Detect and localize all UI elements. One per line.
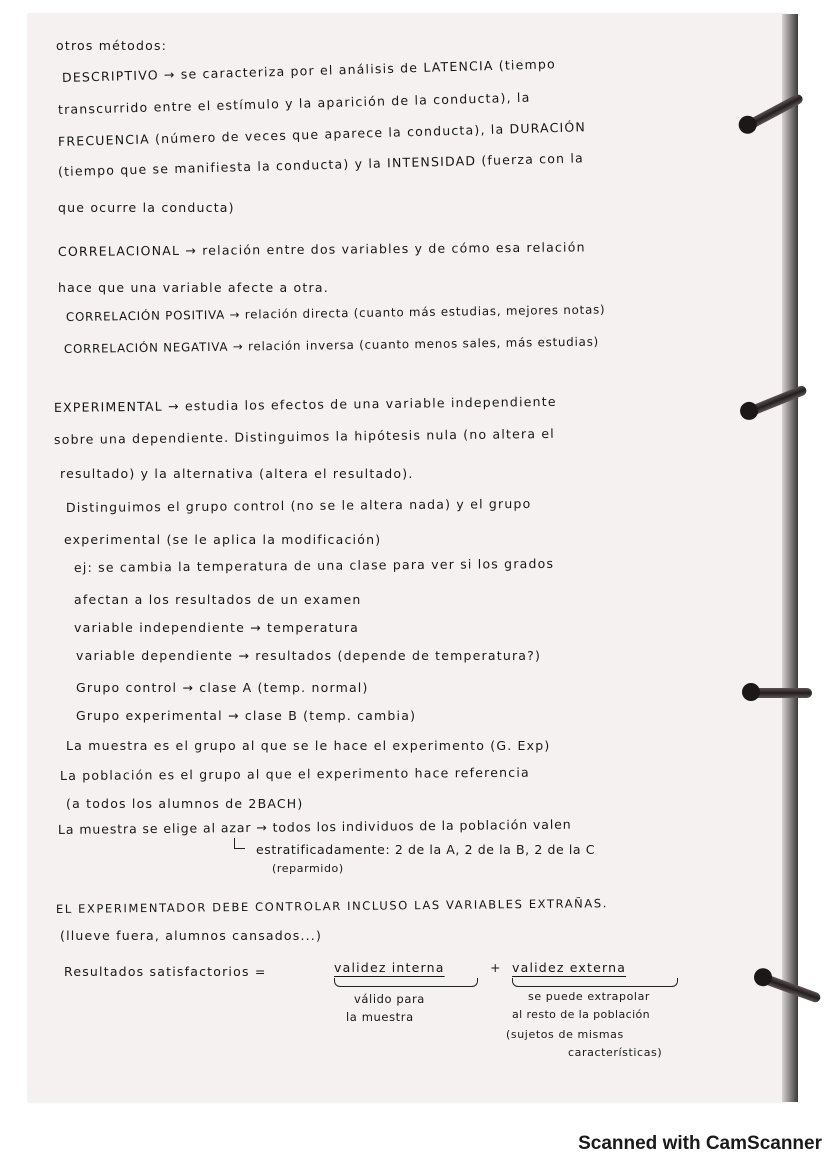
note-line-21: La muestra es el grupo al que se le hace el experimento (G. Exp) (66, 738, 551, 753)
external-note-3: (sujetos de mismas (506, 1028, 624, 1041)
note-line-10: EXPERIMENTAL → estudia los efectos de una variable independiente (53, 393, 557, 415)
note-line-3: FRECUENCIA (número de veces que aparece la conducta), la DURACIÓN (57, 119, 587, 149)
binder-ring-3 (748, 688, 812, 698)
internal-note-1: válido para (354, 992, 425, 1006)
note-line-25: estratificadamente: 2 de la A, 2 de la B, 2 de la C (256, 842, 596, 857)
note-line-5: que ocurre la conducta) (58, 200, 235, 215)
scanner-watermark: Scanned with CamScanner (578, 1133, 822, 1154)
note-line-1: DESCRIPTIVO → se caracteriza por el análisis de LATENCIA (tiempo (61, 56, 557, 85)
plus-sign: + (490, 960, 502, 975)
note-line-9: CORRELACIÓN NEGATIVA → relación inversa (cuanto menos sales, más estudias) (63, 334, 600, 356)
internal-brace (334, 978, 478, 987)
note-line-16: afectan a los resultados de un examen (74, 592, 362, 607)
results-lead: Resultados satisfactorios = (64, 964, 267, 979)
note-line-8: CORRELACIÓN POSITIVA → relación directa (cuanto más estudias, mejores notas) (65, 302, 606, 324)
internal-validity-label: validez interna (334, 960, 445, 975)
note-line-13: Distinguimos el grupo control (no se le altera nada) y el grupo (65, 495, 532, 515)
note-line-18: variable dependiente → resultados (depende de temperatura?) (76, 648, 542, 663)
note-line-24: La muestra se elige al azar → todos los individuos de la población valen (57, 816, 572, 837)
note-line-17: variable independiente → temperatura (74, 620, 360, 635)
note-line-20: Grupo experimental → clase B (temp. cambia) (76, 708, 417, 723)
external-brace (512, 978, 678, 987)
note-line-28: (llueve fuera, alumnos cansados...) (60, 928, 323, 943)
note-line-26: (reparmido) (272, 862, 344, 875)
note-line-11: sobre una dependiente. Distinguimos la hipótesis nula (no altera el (53, 425, 556, 447)
external-note-4: características) (568, 1046, 663, 1059)
notes-heading: otros métodos: (56, 38, 168, 53)
note-line-19: Grupo control → clase A (temp. normal) (76, 680, 369, 695)
note-line-22: La población es el grupo al que el experimento hace referencia (59, 764, 530, 783)
note-line-2: transcurrido entre el estímulo y la aparición de la conducta), la (57, 89, 531, 117)
note-line-23: (a todos los alumnos de 2BACH) (66, 796, 304, 811)
hook-arrow-icon (234, 838, 245, 849)
external-note-2: al resto de la población (512, 1008, 651, 1021)
note-line-12: resultado) y la alternativa (altera el resultado). (60, 466, 414, 481)
binder-spine (782, 14, 798, 1102)
note-line-6: CORRELACIONAL → relación entre dos variables y de cómo esa relación (57, 239, 586, 259)
external-note-1: se puede extrapolar (528, 990, 651, 1003)
note-line-4: (tiempo que se manifiesta la conducta) y la INTENSIDAD (fuerza con la (57, 150, 585, 179)
note-line-15: ej: se cambia la temperatura de una clase para ver si los grados (73, 555, 555, 575)
note-line-27: EL EXPERIMENTADOR DEBE CONTROLAR INCLUSO LAS VARIABLES EXTRAÑAS. (55, 896, 609, 916)
external-validity-label: validez externa (512, 960, 627, 975)
internal-note-2: la muestra (346, 1010, 414, 1024)
note-line-14: experimental (se le aplica la modificación) (64, 532, 382, 547)
note-line-7: hace que una variable afecte a otra. (58, 280, 329, 295)
